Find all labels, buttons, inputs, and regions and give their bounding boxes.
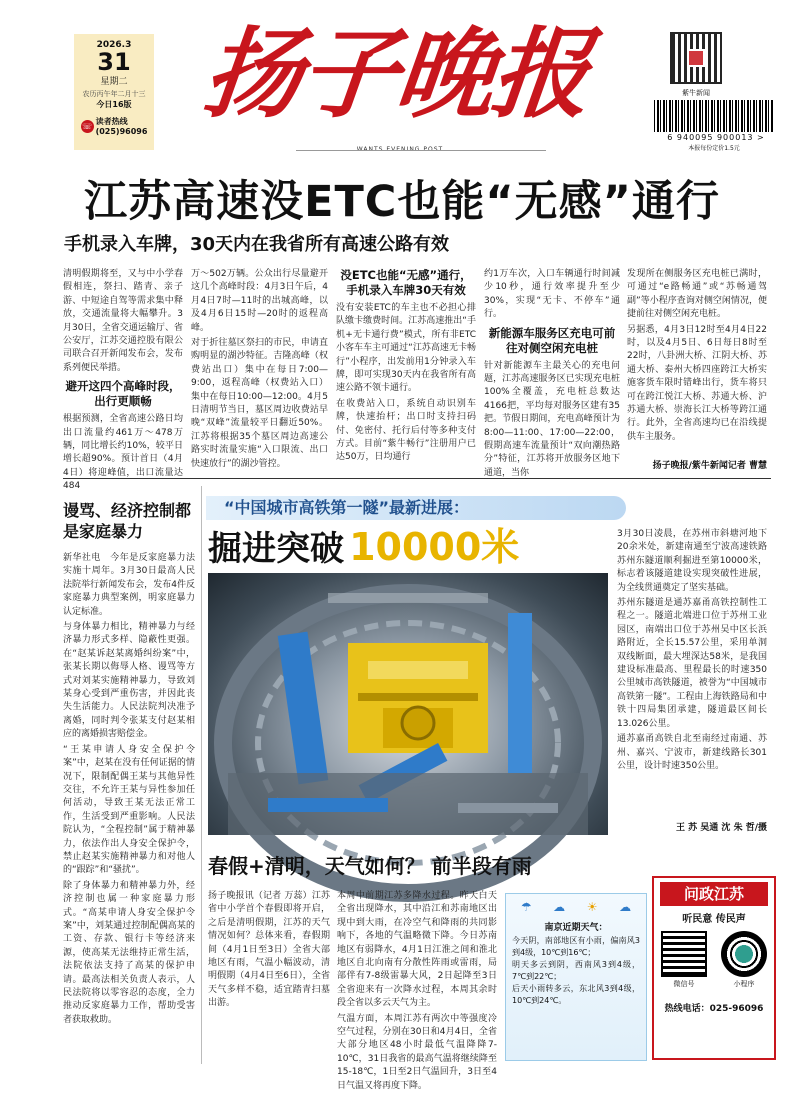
wechat-qr-label: 微信号 — [673, 980, 695, 988]
hotline-number: (025)96096 — [95, 127, 148, 136]
date-box — [74, 34, 154, 150]
weather-col-2: 本周中前期江苏多降水过程。昨天白天全省出现降水，其中沿江和苏南地区出现中到大雨，在冷空气和降雨的共同影响下，各地的气温略微下降。今日苏南地区有弱降水，4月1日江淮之间和淮北地区自北向南有分散性阵雨或雷雨，局部伴有7-8级雷暴大风，2日起降至3日全省迎来有一次降水过程，本周其余时段全省以多云天气为主。 气温方面，本周江苏有两次中等强度冷空气过程，分别在30日和4月4日，全省大部分地区48小时最低气温降降7-10℃，31日我省的最高气温将继续降至15-18℃，1日至2日气温回升，3日至4日气温又将再度下降。 — [337, 891, 497, 1091]
sun-icon: ☀ — [586, 900, 598, 914]
lead-subhead: 手机录入车牌，30天内在我省所有高速公路有效 — [64, 234, 450, 255]
tunnel-headline-a: 掘进突破 — [208, 529, 344, 569]
weather-col-1: 扬子晚报讯（记者 万蕊）江苏省中小学首个春假即将开启，之后是清明假期，江苏的天气情况如何？总体来看，春假期间（4月1日至3日）全省大部地区有雨，气温小幅波动，清明假期（4月4日至6日），全省天气多样不稳，适宜踏青扫墓出游。 — [208, 891, 330, 1009]
cloud-icon: ☁ — [619, 900, 632, 914]
lead-credit: 扬子晚报/紫牛新闻记者 曹慧 — [652, 461, 767, 471]
barcode-number: 6 940095 900013 > — [667, 133, 765, 142]
lead-col-4: 约1万车次，入口车辆通行时间减少10秒，通行效率提升至少30%，实现“无卡、不停车”通行。 新能源车服务区充电可前往对侧空闲充电桩 针对新能源车主最关心的充电问题，江苏高速服务区已实现充电桩100%全覆盖，充电桩总数达4166把，平均每对服务区建有35把。节假日期间，充电高峰预计为8:00—11:00、17:00—22:00，假期高速车流量预计“双向潮热路分”特征，江苏将开放服务区地下通道，当你 — [484, 269, 620, 478]
hotline-label: 读者热线 — [95, 117, 128, 126]
umbrella-icon: ☂ — [520, 900, 532, 914]
lunar-date: 农历丙午年二月十三 — [82, 90, 146, 98]
wenzheng-slogan: 听民意 传民声 — [682, 914, 746, 925]
barcode — [654, 100, 774, 132]
miniprogram-code — [721, 931, 767, 977]
cloud-rain-icon: ☁ — [553, 900, 566, 914]
wechat-qr-code — [661, 931, 707, 977]
page-count: 今日16版 — [96, 100, 132, 109]
lead-headline: 江苏高速没ETC也能“无感”通行 — [84, 177, 720, 227]
violence-body: 新华社电 今年是反家庭暴力法实施十周年。3月30日最高人民法院举行新闻发布会，发布4件反家庭暴力典型案例，明家庭暴力认定标准。 与身体暴力相比，精神暴力与经济暴力形式多样、隐蔽性更强。在“赵某诉赵某离婚纠纷案”中，张某长期以侮辱人格、谩骂等方式对刘某实施精神暴力，导致刘某身心受到严重伤害，并因此丧失生活能力。人民法院判决准予离婚，同时判令张某支付赵某相应的离婚损害赔偿金。 “王某申请人身安全保护令案”中，赵某在没有任何证据的情况下，限制配偶王某与其他异性交往，不允许王某与异性参加任何活动，导致王某无法正常工作，生活受到严重影响。人民法院认为，“全程控制”属于精神暴力，依法作出人身安全保护令，禁止赵某实施精神暴力和对他人的“跟踪”和“骚扰”。 除了身体暴力和精神暴力外，经济控制也属一种家庭暴力形式。“高某申请人身安全保护令案”中，刘某通过控制配偶高某的工资、存款、银行卡等经济来源，使高某无法维持正常生活，法院依法支持了高某的保护申请。最高法相关负责人表示，人民法院将以零容忍的态度，全力推动反家庭暴力工作，帮助受害者获取救助。 — [63, 553, 195, 1025]
lead-col-3: 没ETC也能“无感”通行，手机录入车牌30天有效 没有安装ETC的车主也不必担心排队缴卡缴费时间。江苏高速推出“手机+无卡通行费”模式，所有非ETC小客车车主可通过“江苏高速无卡畅行”小程序，出发前用1分钟录入车牌，即可实现30天内在我省所有高速公路不领卡通行。 在收费站入口，系统自动识别车牌，快速抬杆；出口时支持扫码付、免密付、托行后付等多种支付方式。目前“紫牛畅行”注册用户已达50万，日均通行 — [336, 268, 476, 463]
lead-divider — [63, 478, 771, 479]
weather-panel-title: 南京近期天气： — [544, 923, 608, 933]
miniprogram-label: 小程序 — [733, 980, 755, 988]
lead-col-5: 发现所在侧服务区充电桩已满时，可通过“e路畅通”或“苏畅通驾副”等小程序查询对侧空闲情况，便捷前往对侧空闲充电桩。 另据悉，4月3日12时至4月4日22时，以及4月5日、6日每日8时至22时，八卦洲大桥、江阴大桥、苏通大桥、泰州大桥四座跨江大桥实施客货车限时错峰出行，货车将只可在跨江悦江大桥、苏通大桥、沪苏通大桥、崇海长江大桥等跨江通行。此外，全省高速均已在沿线提供车主服务。 — [627, 269, 767, 442]
date-ym: 2026.3 — [96, 40, 132, 50]
column-divider — [201, 486, 202, 1064]
qr-code — [670, 32, 722, 84]
date-day: 31 — [97, 48, 131, 76]
qr-label: 紫牛新闻 — [682, 89, 710, 97]
lead-col-2: 万～502万辆。公众出行尽量避开这几个高峰时段：4月3日午后，4月4日7时—11时的出城高峰，以及4月6日15时—20时的返程高峰。 对于折往墓区祭扫的市民，申请直购明显的湖沙特征。吉隆高峰（权费站出口）集中在每日7:00—9:00，返程高峰（权费站入口）集中在每日10:00—12:00。4月5日清明节当日，墓区周边收费站早晚“双峰”流量较平日翻近50%。江苏将根据35个墓区周边高速公路实时流量实施“入口限流、出口快速放行”的湖沙管控。 — [191, 269, 328, 469]
weather-headline: 春假+清明，天气如何？ 前半段有雨 — [208, 854, 532, 878]
phone-icon: ☏ — [82, 121, 93, 131]
violence-headline: 谩骂、经济控制都是家庭暴力 — [63, 501, 192, 541]
wenzheng-hotline: 热线电话：025-96096 — [664, 1004, 764, 1014]
tunnel-headline-b: 10000米 — [349, 525, 520, 569]
wenzheng-title: 问政江苏 — [660, 882, 768, 906]
tunnel-body: 3月30日凌晨，在苏州市斜塘河地下20余米处，新建南通至宁波高速铁路苏州东隧道顺利掘进至第10000米，标志着该隧道建设实现突破性进展，为全线贯通奠定了坚实基础。 苏州东隧道是通苏嘉甬高铁控制性工程之一。隧道北端进口位于苏州工业园区，南端出口位于苏州吴中区长浜路附近，全长15.57公里，采用单洞双线断面，最大埋深达58米，是我国建设标准最高、里程最长的时速350公里城市高铁隧道，被誉为“中国城市高铁第一隧”。工程由上海铁路局和中铁十四局集团承建，隧道最区间长13.026公里。 通苏嘉甬高铁自北至南经过南通、苏州、嘉兴、宁波市，新建线路长301公里，设计时速350公里。 — [617, 529, 767, 771]
tunnel-kicker: “中国城市高铁第一隧”最新进展： — [224, 498, 470, 517]
tunnel-credit: 王 苏 吴通 沈 朱 哲/摄 — [676, 823, 767, 833]
newspaper-title: 扬子晚报 — [197, 17, 595, 132]
weather-panel: ☂ ☁ ☀ ☁ 南京近期天气： 今天阴，南部地区有小雨，偏南风3到4级，10℃到16℃； 明天多云到阴，西南风3到4级，7℃到22℃； 后天小雨转多云，东北风3到4级，10℃到24℃。 — [505, 893, 647, 1061]
wenzheng-box — [652, 876, 776, 1060]
tunnel-photo — [208, 573, 608, 835]
tunnel-illustration — [208, 573, 608, 835]
barcode-price: 本报每份定价1.5元 — [688, 145, 740, 152]
title-underline — [296, 150, 546, 151]
weekday: 星期二 — [100, 77, 128, 87]
lead-col-1: 清明假期将至，又与中小学春假相连，祭扫、踏青、亲子游、中短途自驾等需求集中释放，交通流量将大幅攀升。3月30日，全省交通运输厅、省公安厅，江苏交通控股有限公司联合召开新闻发布会，发布系列便民举措。 避开这四个高峰时段，出行更顺畅 根据预测，全省高速公路日均出口流量约461万～478万辆，同比增长约10%，较平日增长超90%。预计首日（4月4日）将迎峰值，出口流量达484 — [63, 269, 183, 492]
